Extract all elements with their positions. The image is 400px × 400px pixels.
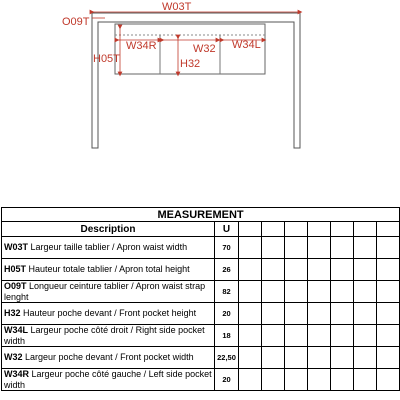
row-empty-cell xyxy=(239,237,262,259)
row-empty-cell xyxy=(377,303,400,325)
row-empty-cell xyxy=(331,369,354,391)
row-empty-cell xyxy=(308,369,331,391)
row-value: 82 xyxy=(215,281,239,303)
row-empty-cell xyxy=(239,259,262,281)
apron-outline xyxy=(92,13,300,148)
row-description xyxy=(2,281,215,303)
table-title: MEASUREMENT xyxy=(2,208,400,222)
row-empty-cell xyxy=(239,325,262,347)
label-w34r: W34R xyxy=(126,40,157,52)
row-empty-cell xyxy=(262,259,285,281)
label-o09t: O09T xyxy=(62,16,90,28)
row-value: 22,50 xyxy=(215,347,239,369)
row-empty-cell xyxy=(331,347,354,369)
row-empty-cell xyxy=(239,281,262,303)
table-row xyxy=(2,237,400,259)
table-row xyxy=(2,303,400,325)
row-text: Largeur poche côté gauche / Left side pocket width xyxy=(4,369,212,390)
header-description: Description xyxy=(2,222,215,237)
row-description xyxy=(2,325,215,347)
row-empty-cell xyxy=(262,237,285,259)
header-empty xyxy=(262,222,285,237)
label-h05t: H05T xyxy=(93,53,120,65)
row-empty-cell xyxy=(331,281,354,303)
row-empty-cell xyxy=(262,325,285,347)
row-empty-cell xyxy=(262,369,285,391)
table-row xyxy=(2,369,400,391)
row-empty-cell xyxy=(239,303,262,325)
table-row xyxy=(2,325,400,347)
row-code: H05T xyxy=(4,264,27,275)
row-value: 20 xyxy=(215,303,239,325)
row-value: 18 xyxy=(215,325,239,347)
row-code: O09T xyxy=(4,281,27,291)
row-code: W34L xyxy=(4,325,29,335)
row-code: W32 xyxy=(4,352,23,363)
label-w03t: W03T xyxy=(162,1,192,13)
row-empty-cell xyxy=(377,369,400,391)
row-code: H32 xyxy=(4,308,21,319)
header-unit: U xyxy=(215,222,239,237)
row-empty-cell xyxy=(285,303,308,325)
row-empty-cell xyxy=(285,369,308,391)
row-empty-cell xyxy=(308,237,331,259)
header-empty xyxy=(331,222,354,237)
row-empty-cell xyxy=(262,281,285,303)
table-row xyxy=(2,281,400,303)
row-code: W34R xyxy=(4,369,30,379)
row-empty-cell xyxy=(262,347,285,369)
row-empty-cell xyxy=(331,259,354,281)
row-empty-cell xyxy=(331,237,354,259)
row-empty-cell xyxy=(377,347,400,369)
label-w32: W32 xyxy=(193,43,216,55)
row-empty-cell xyxy=(285,347,308,369)
row-text: Longueur ceinture tablier / Apron waist strap lenght xyxy=(4,281,206,302)
row-empty-cell xyxy=(308,281,331,303)
row-empty-cell xyxy=(377,325,400,347)
header-empty xyxy=(354,222,377,237)
row-empty-cell xyxy=(331,303,354,325)
row-empty-cell xyxy=(354,347,377,369)
row-empty-cell xyxy=(239,347,262,369)
row-empty-cell xyxy=(308,259,331,281)
row-empty-cell xyxy=(354,281,377,303)
row-empty-cell xyxy=(285,325,308,347)
row-empty-cell xyxy=(377,259,400,281)
row-text: Largeur taille tablier / Apron waist width xyxy=(28,242,188,253)
row-description xyxy=(2,259,215,281)
row-value: 26 xyxy=(215,259,239,281)
row-description xyxy=(2,369,215,391)
row-description xyxy=(2,303,215,325)
row-empty-cell xyxy=(308,347,331,369)
row-text: Largeur poche devant / Front pocket width xyxy=(22,352,194,363)
row-empty-cell xyxy=(354,325,377,347)
row-empty-cell xyxy=(354,369,377,391)
row-empty-cell xyxy=(354,303,377,325)
row-empty-cell xyxy=(285,259,308,281)
row-text: Largeur poche côté droit / Right side pocket width xyxy=(4,325,205,346)
header-empty xyxy=(308,222,331,237)
row-code: W03T xyxy=(4,242,29,253)
row-empty-cell xyxy=(354,259,377,281)
row-empty-cell xyxy=(285,237,308,259)
row-text: Hauteur poche devant / Front pocket height xyxy=(20,308,197,319)
row-empty-cell xyxy=(331,325,354,347)
header-empty xyxy=(377,222,400,237)
header-empty xyxy=(239,222,262,237)
row-empty-cell xyxy=(377,281,400,303)
label-h32: H32 xyxy=(180,58,201,70)
row-text: Hauteur totale tablier / Apron total height xyxy=(26,264,190,275)
row-empty-cell xyxy=(308,325,331,347)
row-empty-cell xyxy=(239,369,262,391)
row-empty-cell xyxy=(354,237,377,259)
row-empty-cell xyxy=(308,303,331,325)
row-empty-cell xyxy=(285,281,308,303)
measurement-table xyxy=(1,207,400,391)
row-value: 20 xyxy=(215,369,239,391)
table-row xyxy=(2,347,400,369)
row-empty-cell xyxy=(262,303,285,325)
row-description xyxy=(2,237,215,259)
row-value: 70 xyxy=(215,237,239,259)
row-empty-cell xyxy=(377,237,400,259)
label-w34l: W34L xyxy=(232,39,261,51)
row-description xyxy=(2,347,215,369)
table-row xyxy=(2,259,400,281)
header-empty xyxy=(285,222,308,237)
